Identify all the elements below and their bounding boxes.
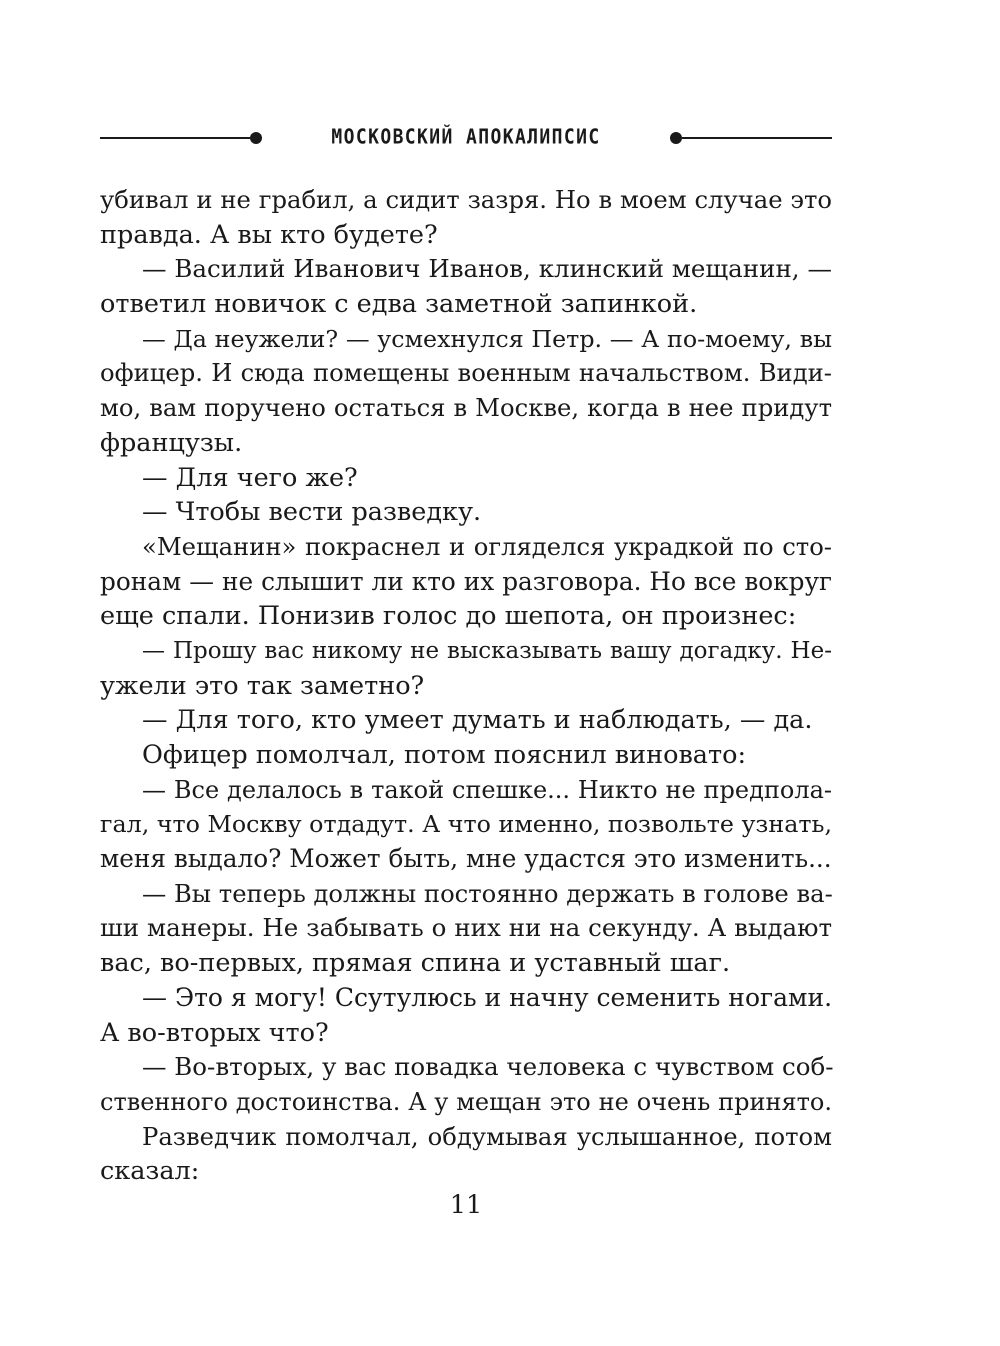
- text-line: ственного достоинства. А у мещан это не очень принято.: [100, 1087, 832, 1116]
- body-text: [100, 183, 832, 1189]
- text-line: гал, что Москву отдадут. А что именно, позвольте узнать,: [100, 810, 832, 839]
- text-line: меня выдало? Может быть, мне удастся это изменить...: [100, 844, 832, 874]
- header-dot-right: [670, 132, 682, 144]
- text-line: — Прошу вас никому не высказывать вашу догадку. Не-: [142, 637, 832, 664]
- text-line: — Да неужели? — усмехнулся Петр. — А по-моему, вы: [142, 324, 832, 353]
- text-line: — Для чего же?: [142, 462, 358, 493]
- text-line: — Во-вторых, у вас повадка человека с чувством соб-: [142, 1052, 834, 1082]
- text-line: Офицер помолчал, потом пояснил виновато:: [142, 740, 747, 770]
- text-line: офицер. И сюда помещены военным начальством. Види-: [100, 358, 832, 388]
- text-line: сказал:: [100, 1156, 200, 1187]
- text-line: вас, во-первых, прямая спина и уставный шаг.: [100, 948, 731, 979]
- text-line: ответил новичок с едва заметной запинкой.: [100, 289, 698, 320]
- header-rule-right: [682, 137, 832, 139]
- running-header: [100, 118, 832, 158]
- text-line: убивал и не грабил, а сидит зазря. Но в моем случае это: [100, 185, 832, 214]
- page-number: 11: [449, 1190, 483, 1220]
- text-line: французы.: [100, 427, 243, 458]
- text-line: — Василий Иванович Иванов, клинский мещанин, —: [142, 254, 832, 284]
- text-line: мо, вам поручено остаться в Москве, когда в нее придут: [100, 393, 832, 423]
- text-line: ронам — не слышит ли кто их разговора. Но все вокруг: [100, 566, 832, 596]
- text-line: «Мещанин» покраснел и огляделся украдкой по сто-: [142, 531, 832, 561]
- text-line: А во-вторых что?: [100, 1017, 329, 1048]
- text-line: Разведчик помолчал, обдумывая услышанное, потом: [142, 1121, 832, 1151]
- text-line: — Это я могу! Ссутулюсь и начну семенить ногами.: [142, 982, 833, 1012]
- text-line: — Все делалось в такой спешке... Никто не предпола-: [142, 775, 832, 804]
- header-rule-left: [100, 137, 250, 139]
- text-line: — Вы теперь должны постоянно держать в голове ва-: [142, 878, 833, 908]
- text-line: ши манеры. Не забывать о них ни на секунду. А выдают: [100, 913, 832, 943]
- text-line: — Чтобы вести разведку.: [142, 497, 482, 528]
- text-line: ужели это так заметно?: [100, 670, 425, 701]
- text-line: еще спали. Понизив голос до шепота, он произнес:: [100, 601, 797, 632]
- text-line: — Для того, кто умеет думать и наблюдать, — да.: [142, 705, 813, 736]
- running-title: МОСКОВСКИЙ АПОКАЛИПСИС: [331, 125, 601, 150]
- text-line: правда. А вы кто будете?: [100, 219, 438, 250]
- header-dot-left: [250, 132, 262, 144]
